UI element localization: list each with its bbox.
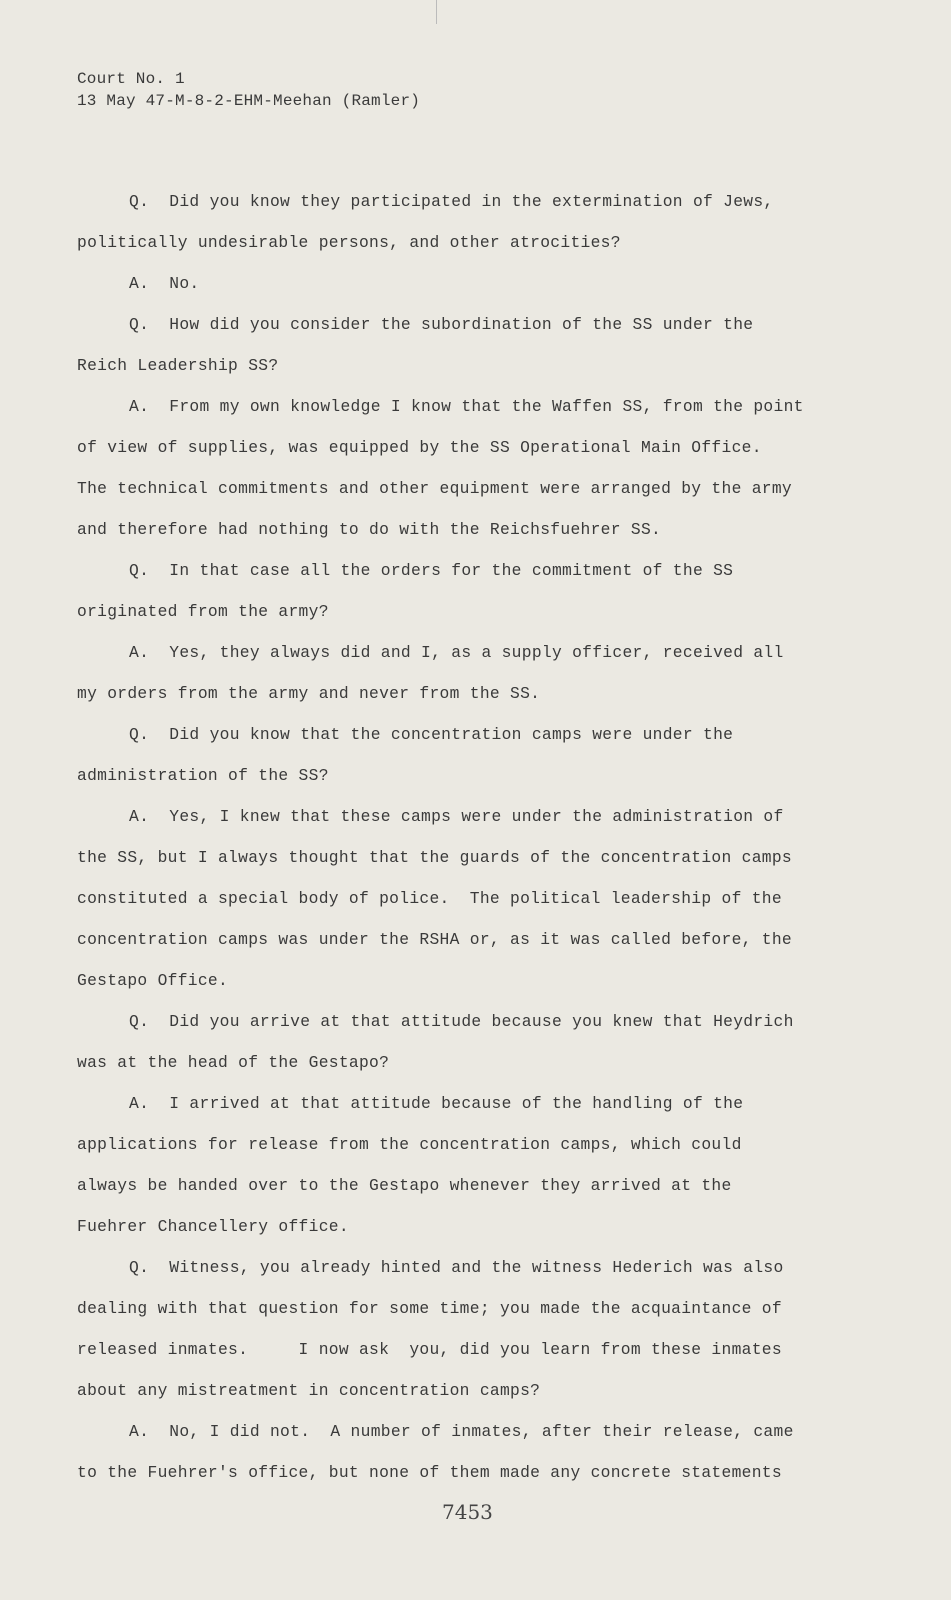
transcript-line: the SS, but I always thought that the guards of the concentration camps (77, 848, 792, 867)
transcript-line: Q. Did you know that the concentration camps were under the (129, 725, 734, 744)
transcript-line: to the Fuehrer's office, but none of them made any concrete statements (77, 1463, 782, 1482)
transcript-body (77, 190, 827, 1502)
transcript-line: The technical commitments and other equipment were arranged by the army (77, 479, 792, 498)
transcript-line: applications for release from the concentration camps, which could (77, 1135, 742, 1154)
session-reference: 13 May 47-M-8-2-EHM-Meehan (Ramler) (77, 92, 421, 110)
transcript-line: always be handed over to the Gestapo whenever they arrived at the (77, 1176, 732, 1195)
document-header (77, 68, 420, 112)
transcript-line: administration of the SS? (77, 766, 329, 785)
transcript-line: Q. Witness, you already hinted and the witness Hederich was also (129, 1258, 784, 1277)
transcript-line: my orders from the army and never from the SS. (77, 684, 541, 703)
transcript-line: released inmates. I now ask you, did you learn from these inmates (77, 1340, 782, 1359)
transcript-line: and therefore had nothing to do with the Reichsfuehrer SS. (77, 520, 662, 539)
transcript-line: constituted a special body of police. The political leadership of the (77, 889, 782, 908)
transcript-line: Q. In that case all the orders for the commitment of the SS (129, 561, 734, 580)
transcript-line: A. No. (129, 274, 200, 293)
transcript-line: concentration camps was under the RSHA or, as it was called before, the (77, 930, 792, 949)
transcript-line: Reich Leadership SS? (77, 356, 279, 375)
transcript-line: dealing with that question for some time; you made the acquaintance of (77, 1299, 782, 1318)
transcript-line: A. From my own knowledge I know that the Waffen SS, from the point (129, 397, 804, 416)
transcript-line: politically undesirable persons, and other atrocities? (77, 233, 621, 252)
transcript-line: Fuehrer Chancellery office. (77, 1217, 349, 1236)
transcript-line: of view of supplies, was equipped by the SS Operational Main Office. (77, 438, 762, 457)
transcript-line: Q. How did you consider the subordination of the SS under the (129, 315, 754, 334)
transcript-line: Q. Did you arrive at that attitude because you knew that Heydrich (129, 1012, 794, 1031)
transcript-line: was at the head of the Gestapo? (77, 1053, 390, 1072)
transcript-line: A. No, I did not. A number of inmates, after their release, came (129, 1422, 794, 1441)
transcript-line: about any mistreatment in concentration camps? (77, 1381, 541, 1400)
transcript-line: Gestapo Office. (77, 971, 229, 990)
transcript-line: A. I arrived at that attitude because of the handling of the (129, 1094, 744, 1113)
court-number: Court No. 1 (77, 70, 185, 88)
page-number: 7453 (442, 1500, 493, 1524)
transcript-line: A. Yes, I knew that these camps were under the administration of (129, 807, 784, 826)
transcript-line: A. Yes, they always did and I, as a supply officer, received all (129, 643, 784, 662)
transcript-line: originated from the army? (77, 602, 329, 621)
page-fold-mark (436, 0, 437, 24)
transcript-line: Q. Did you know they participated in the extermination of Jews, (129, 192, 774, 211)
